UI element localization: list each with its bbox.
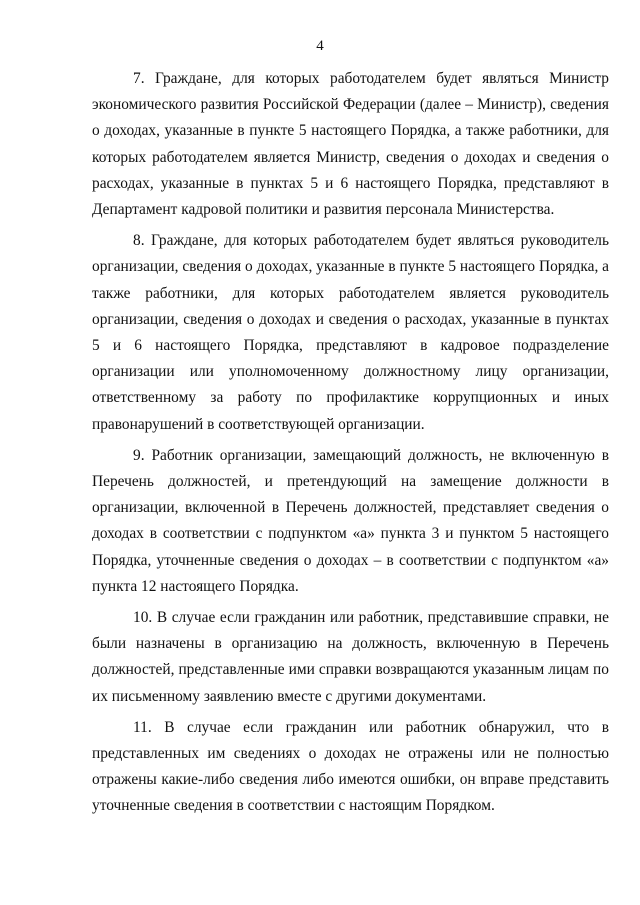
page-number: 4	[316, 38, 324, 54]
paragraph-11: 11. В случае если гражданин или работник обнаружил, что в представленных им сведениях о доходах не отражены или не полностью отражены какие-либо сведения либо имеются ошибки, он вправе представить уточненные сведения в соответствии с настоящим Порядком.	[92, 718, 609, 815]
paragraph-10: 10. В случае если гражданин или работник, представившие справки, не были назначены в организацию на должность, включенную в Перечень должностей, представленные ими справки возвращаются указанным лицам по их письменному заявлению вместе с другими документами.	[92, 609, 609, 705]
paragraph-9: 9. Работник организации, замещающий должность, не включенную в Перечень должностей, и претендующий на замещение должности в организации, включенной в Перечень должностей, представляет сведения о доходах в соответствии с подпунктом «а» пункта 3 и пунктом 5 настоящего Порядка, уточненные сведения о доходах – в соответствии с подпунктом «а» пункта 12 настоящего Порядка.	[92, 446, 609, 595]
paragraph-8: 8. Граждане, для которых работодателем будет являться руководитель организации, сведения о доходах, указанные в пункте 5 настоящего Порядка, а также работники, для которых работодателем является руководитель организации, сведения о доходах и сведения о расходах, указанные в пунктах 5 и 6 настоящего Порядка, представляют в кадровое подразделение организации или уполномоченному должностному лицу организации, ответственному за работу по профилактике коррупционных и иных правонарушений в соответствующей организации.	[92, 232, 609, 433]
paragraph-7: 7. Граждане, для которых работодателем будет являться Министр экономического развития Российской Федерации (далее – Министр), сведения о доходах, указанные в пункте 5 настоящего Порядка, а также работники, для которых работодателем является Министр, сведения о доходах и сведения о расходах, указанные в пунктах 5 и 6 настоящего Порядка, представляют в Департамент кадровой политики и развития персонала Министерства.	[92, 70, 609, 219]
document-body	[92, 66, 609, 825]
